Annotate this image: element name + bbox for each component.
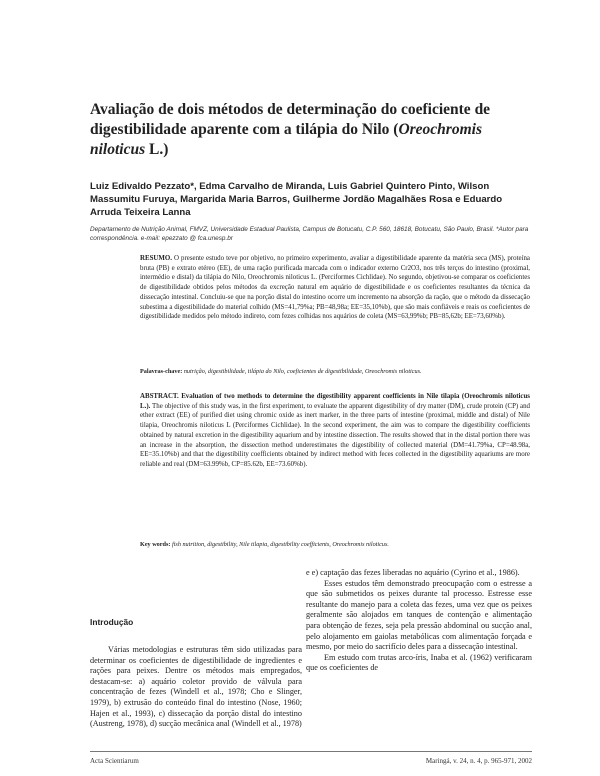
right-column bbox=[306, 568, 532, 674]
abstract-text: The objective of this study was, in the first experiment, to evaluate the apparent digestibility of dry matter (DM), crude protein (CP) and ether extract (EE) of purified diet using chromic oxide as inert marker, in the three parts of intestine (proximal, middle and distal) of Nile tilapia, Oreochromis niloticus L (Perciformes Cichlidae). In the second experiment, the aim was to compare the digestibility coefficients obtained by natural excretion in the digestibility aquarium and by intestine dissection. The results showed that in the distal portion there was an increase in the absorption, the dissection method underestimates the digestibility of collected material (DM=41.79%a, CP=48.98a, EE=35.10%b) and that the digestibility coefficients obtained by indirect method with feces collected in the digestibility aquariums are more reliable and real (DM=63.99%b, CP=85.62b, EE=73.60%b). bbox=[140, 402, 530, 468]
resumo-text: O presente estudo teve por objetivo, no primeiro experimento, avaliar a digestibilidade aparente da matéria seca (MS), proteína bruta (PB) e extrato etéreo (EE), de uma ração purificada marcada com o indicador externo Cr2O3, nos três terços do intestino (proximal, intermédio e distal) da tilápia do Nilo, Oreochromis niloticus L. (Perciformes Cichlidae). No segundo, objetivou-se comparar os coeficientes de digestibilidade obtidos pelos métodos da excreção natural em aquário de digestibilidade e os coeficientes resultantes da técnica da dissecação intestinal. Concluiu-se que na porção distal do intestino ocorre um incremento na absorção da ração, que o método da dissecação subestima a digestibilidade do material colhido (MS=41,79%a; PB=48,98a; EE=35,10%b), que são mais confiáveis e reais os coeficientes de digestibilidade medidos pelo método indireto, com fezes colhidas nos aquários de coleta (MS=63,99%b; PB=85,62b; EE=73,60%b). bbox=[140, 255, 530, 321]
right-paragraph: e e) captação das fezes liberadas no aquário (Cyrino et al., 1986). bbox=[306, 568, 520, 577]
author-list: Luiz Edivaldo Pezzato*, Edma Carvalho de Miranda, Luis Gabriel Quintero Pinto, Wilson Massumitu Furuya, Margarida Maria Barros, Guilherme Jordão Magalhães Rosa e Eduardo Arruda Teixeira Lanna bbox=[90, 181, 503, 218]
resumo-block bbox=[140, 254, 530, 322]
abstract-block bbox=[140, 392, 530, 470]
right-paragraph: Em estudo com trutas arco-íris, Inaba et al. (1962) verificaram que os coeficientes de bbox=[306, 652, 532, 673]
footer-citation: Maringá, v. 24, n. 4, p. 965-971, 2002 bbox=[425, 757, 532, 765]
title-species: Oreochromis niloticus bbox=[90, 121, 482, 158]
palavras-label: Palavras-chave: bbox=[140, 368, 183, 375]
title-main: Avaliação de dois métodos de determinação do coeficiente de digestibilidade aparente com a tilápia do Nilo ( bbox=[90, 101, 491, 138]
palavras-text: nutrição, digestibilidade, tilápia do Nilo, coeficientes de digestibilidade, Oreochromis niloticus. bbox=[182, 368, 422, 375]
abstract-label: ABSTRACT. Evaluation of two methods to determine the digestibility apparent coefficients in Nile tilapia (Oreochromis niloticus L.). bbox=[140, 393, 530, 410]
footer-rule bbox=[90, 751, 532, 752]
palavras-chave bbox=[140, 368, 530, 377]
left-column bbox=[90, 645, 302, 730]
left-paragraph: Várias metodologias e estruturas têm sido utilizadas para determinar os coeficientes de digestibilidade de ingredientes e rações para peixes. Dentre os métodos mais empregados, destacam-se: a) aquário coletor provido de válvula para concentração de fezes (Windell et al., 1978; Cho e Slinger, 1979), b) extrusão do conteúdo final do intestino (Nose, 1960; Hajen et al., 1993), c) dissecação da porção distal do intestino (Austreng, 1978), d) sucção mecânica anal (Windell et al., 1978) bbox=[90, 645, 302, 729]
section-heading-introducao: Introdução bbox=[90, 617, 134, 627]
footer-journal: Acta Scientiarum bbox=[90, 757, 139, 765]
title-end: L.) bbox=[145, 141, 169, 158]
resumo-label: RESUMO. bbox=[140, 255, 172, 262]
right-paragraph: Esses estudos têm demonstrado preocupação com o estresse a que são submetidos os peixes durante tal processo. Estresse esse resultante do manejo para a coleta das fezes, uma vez que os peixes geralmente são alojados em tanques de contenção e alimentação para obtenção de fezes, seja pela pressão abdominal ou sucção anal, pelo alojamento em gaiolas metabólicas com alimentação forçada e mesmo, por meio do sacrifício deles para a dissecação intestinal. bbox=[306, 578, 532, 652]
keywords-text: fish nutrition, digestibility, Nile tilapia, digestibility coefficients, Oreochromis niloticus. bbox=[170, 541, 389, 548]
keywords-label: Key words: bbox=[140, 541, 171, 548]
affiliation: Departamento de Nutrição Animal, FMVZ, Universidade Estadual Paulista, Campus de Botucatu, C.P. 560, 18618, Botucatu, São Paulo, Brasil. *Autor para correspondência. e-mail: epezzato @ fca.unesp.br bbox=[90, 226, 529, 242]
keywords bbox=[140, 541, 530, 550]
article-title bbox=[90, 100, 530, 160]
